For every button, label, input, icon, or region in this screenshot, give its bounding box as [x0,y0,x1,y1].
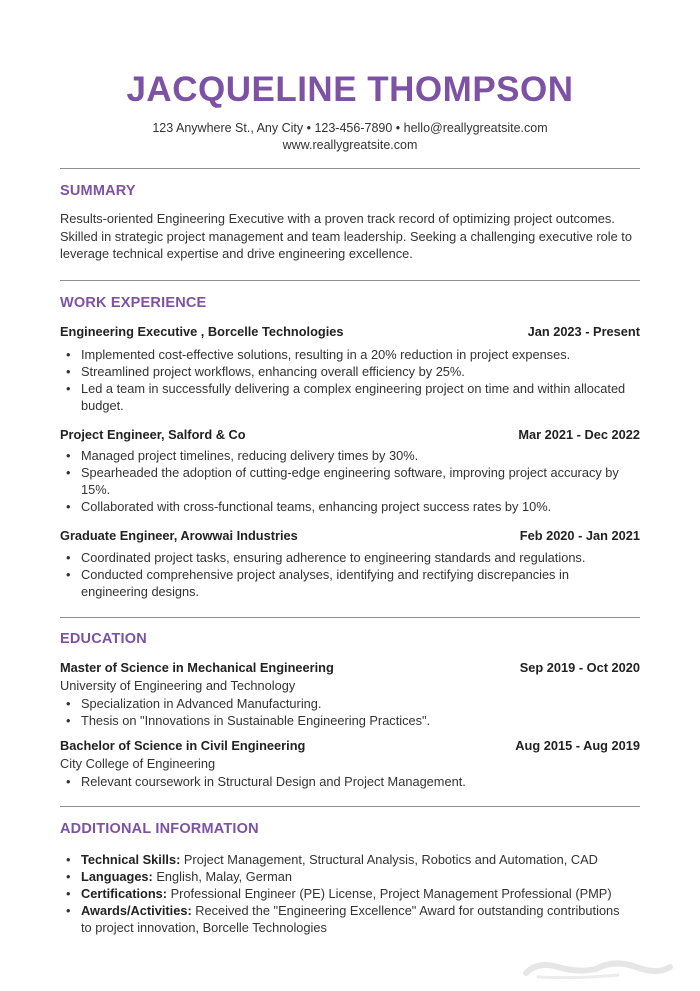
candidate-name: JACQUELINE THOMPSON [126,70,574,109]
job-bullets [60,549,630,600]
list-item: • Coordinated project tasks, ensuring adherence to engineering standards and regulations. [60,549,630,566]
website-line: www.reallygreatsite.com [282,138,418,152]
job-bullets [60,447,630,515]
list-item: • Implemented cost-effective solutions, resulting in a 20% reduction in project expenses. [60,346,630,363]
job-dates: Jan 2023 - Present [527,324,640,339]
list-item: • Streamlined project workflows, enhancing overall efficiency by 25%. [60,363,630,380]
list-item [60,851,630,868]
job-title: Graduate Engineer, Arowwai Industries [60,528,298,543]
item-label: Certifications: [81,886,168,901]
list-item: • Thesis on "Innovations in Sustainable Engineering Practices". [60,712,630,729]
list-item: • Specialization in Advanced Manufacturing. [60,695,630,712]
job-dates: Feb 2020 - Jan 2021 [519,528,640,543]
summary-heading: SUMMARY [60,183,136,199]
list-item: • Spearheaded the adoption of cutting-edge engineering software, improving project accuracy by 15%. [60,464,630,498]
list-item: • Relevant coursework in Structural Design and Project Management. [60,773,630,790]
degree-title: Master of Science in Mechanical Engineering [60,660,334,675]
list-item: • Collaborated with cross-functional teams, enhancing project success rates by 10%. [60,498,630,515]
degree-dates: Sep 2019 - Oct 2020 [519,660,640,675]
summary-text: Results-oriented Engineering Executive with a proven track record of optimizing project outcomes. Skilled in strategic project management and team leadership. Seeking a challenging executive role to leverage technical expertise and drive engineering excellence. [60,211,632,261]
additional-info-list [60,851,630,936]
item-label: Languages: [81,869,153,884]
watermark-logo [518,953,678,981]
item-label: Awards/Activities: [81,903,192,918]
education-heading: EDUCATION [60,631,147,647]
work-experience-heading: WORK EXPERIENCE [60,295,207,311]
item-text: Received the "Engineering Excellence" Award for outstanding contributions to project innovation, Borcelle Technologies [81,903,620,935]
school-name: City College of Engineering [60,756,216,771]
degree-bullets [60,695,630,729]
item-label: Technical Skills: [81,852,181,867]
additional-info-heading: ADDITIONAL INFORMATION [60,821,259,837]
degree-dates: Aug 2015 - Aug 2019 [515,738,640,753]
job-title: Project Engineer, Salford & Co [60,427,246,442]
divider [60,617,640,618]
item-text: Professional Engineer (PE) License, Project Management Professional (PMP) [167,886,612,901]
degree-bullets [60,773,630,790]
list-item: • Managed project timelines, reducing delivery times by 30%. [60,447,630,464]
degree-title: Bachelor of Science in Civil Engineering [60,738,306,753]
list-item: • Led a team in successfully delivering a complex engineering project on time and within allocated budget. [60,380,630,414]
school-name: University of Engineering and Technology [60,678,296,693]
item-text: English, Malay, German [152,869,292,884]
divider [60,280,640,281]
list-item [60,868,630,885]
list-item [60,885,630,902]
list-item: • Conducted comprehensive project analyses, identifying and rectifying discrepancies in engineering designs. [60,566,630,600]
job-dates: Mar 2021 - Dec 2022 [518,427,640,442]
job-title: Engineering Executive , Borcelle Technologies [60,324,344,339]
contact-line: 123 Anywhere St., Any City • 123-456-7890 • hello@reallygreatsite.com [152,121,548,135]
divider [60,806,640,807]
item-text: Project Management, Structural Analysis, Robotics and Automation, CAD [180,852,598,867]
list-item [60,902,630,936]
divider [60,168,640,169]
job-bullets [60,346,630,414]
